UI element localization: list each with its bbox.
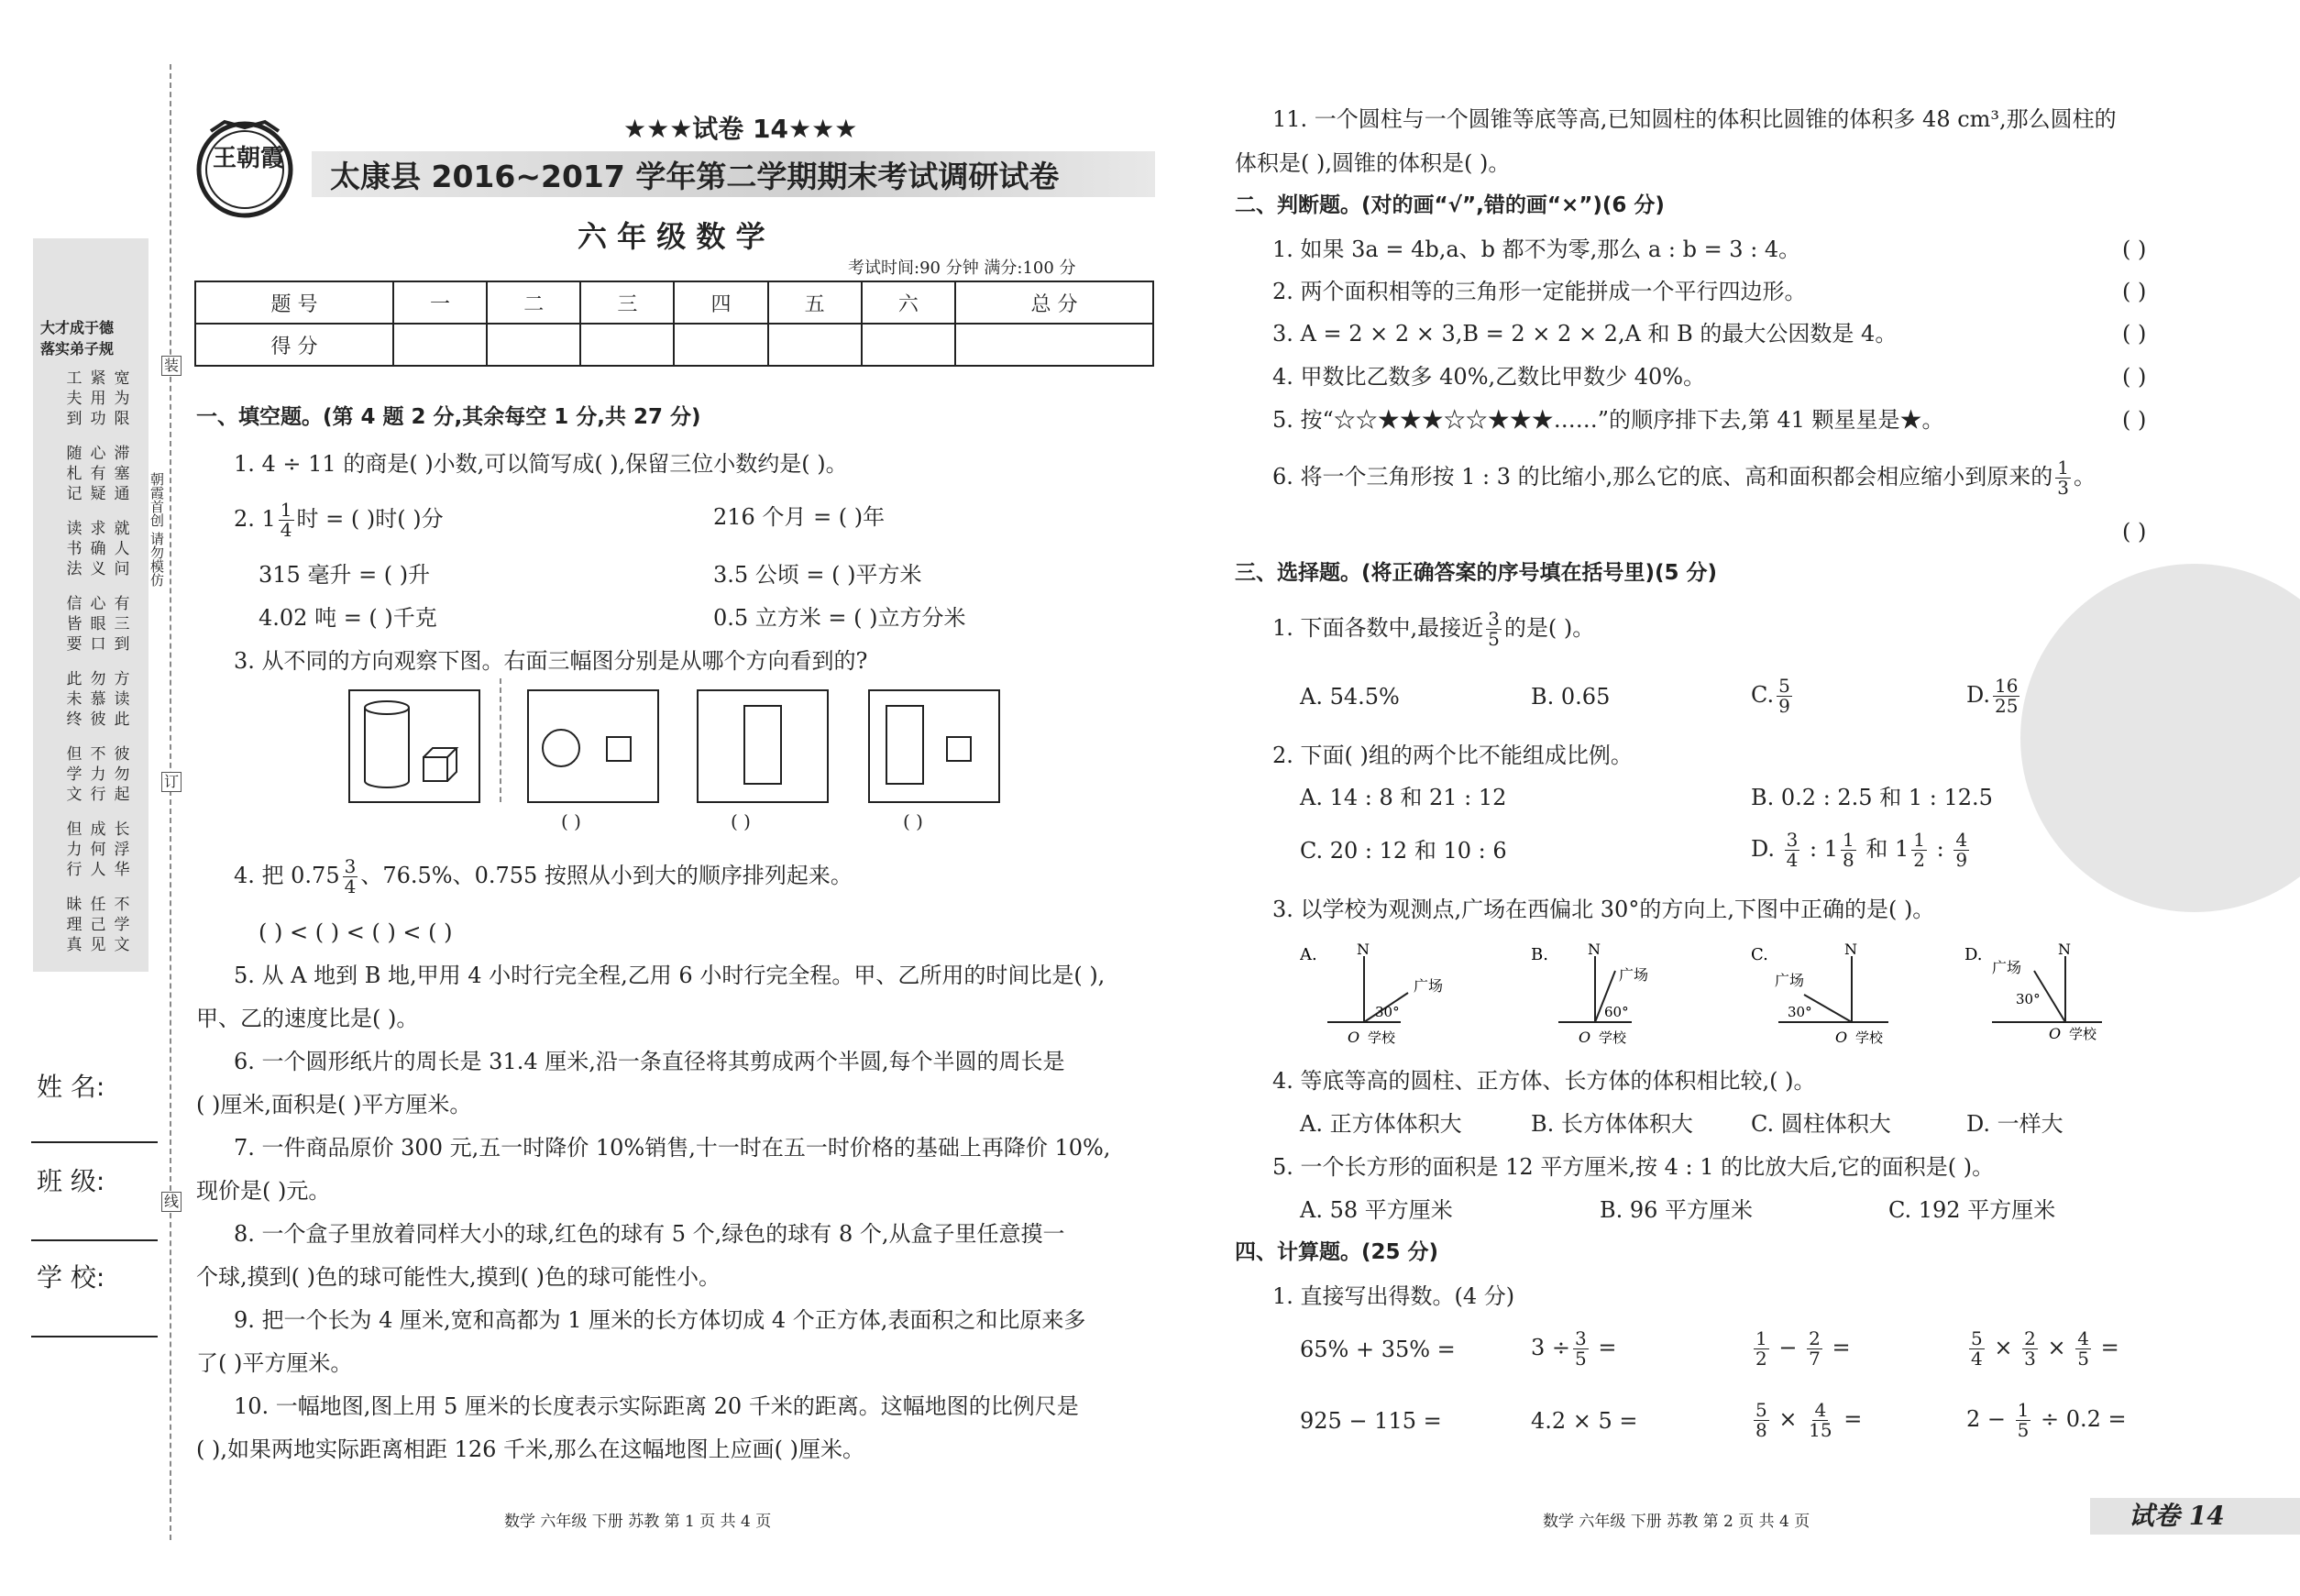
q2-prefix: 2. 1: [234, 506, 276, 532]
motto-column: 成何人: [90, 820, 106, 879]
motto-column: 长浮华: [114, 820, 130, 879]
denominator: 4: [1786, 849, 1799, 871]
judge-3: 3. A = 2 × 2 × 3,B = 2 × 2 × 2,A 和 B 的最大公因数是 4。: [1272, 321, 1898, 347]
section3-title: 三、选择题。(将正确答案的序号填在括号里)(5 分): [1235, 561, 1718, 585]
numerator: 3: [1575, 1327, 1587, 1349]
svg-text:C.: C.: [1751, 945, 1768, 964]
frac-3-4: [1785, 831, 1800, 870]
s1-q8-a: 8. 一个盒子里放着同样大小的球,红色的球有 5 个,绿色的球有 8 个,从盒子里任意摸一: [234, 1221, 1065, 1247]
denominator: 9: [1955, 849, 1968, 871]
frac-2-7: [1807, 1329, 1822, 1369]
exam-title: 太康县 2016~2017 学年第二学期期末考试调研试卷: [330, 159, 1060, 194]
choice-4-option-c[interactable]: C. 圆柱体积大: [1751, 1111, 1891, 1137]
frac-5-4: [1969, 1329, 1985, 1369]
class-line[interactable]: [31, 1239, 158, 1241]
svg-text:广场: 广场: [1992, 959, 2022, 976]
seal-label: 朝霞首创 请勿模仿: [149, 472, 165, 587]
s1-q9-b: 了( )平方厘米。: [196, 1350, 353, 1376]
choice-2-option-a[interactable]: A. 14 : 8 和 21 : 12: [1300, 785, 1507, 810]
score-header: 六: [862, 281, 955, 324]
numerator: 16: [1995, 675, 2019, 697]
frac-4-15: [1807, 1401, 1833, 1440]
denominator: 3: [2057, 477, 2070, 499]
calc-intro: 1. 直接写出得数。(4 分): [1272, 1283, 1515, 1309]
choice-4: 4. 等底等高的圆柱、正方体、长方体的体积相比较,( )。: [1272, 1068, 1816, 1094]
denominator: 7: [1809, 1348, 1821, 1370]
footer-right: 数学 六年级 下册 苏教 第 2 页 共 4 页: [1543, 1513, 1810, 1531]
calc-8[interactable]: 2 − $\frac{1}{5}$ ÷ 0.2 =: [1966, 1399, 2127, 1441]
numerator: 2: [2024, 1327, 2036, 1349]
compass-b[interactable]: [1531, 941, 1648, 1046]
calc-6[interactable]: 4.2 × 5 =: [1531, 1408, 1638, 1434]
motto-column: 但学文: [66, 745, 83, 804]
denominator: 2: [1913, 849, 1926, 871]
denominator: 25: [1995, 695, 2019, 717]
denominator: 5: [2017, 1419, 2030, 1441]
numerator: 1: [2017, 1399, 2030, 1421]
watermark-seal: [2020, 564, 2300, 912]
numerator: 4: [1814, 1399, 1827, 1421]
motto-column: 心眼口: [90, 595, 106, 654]
choice-5-option-a[interactable]: A. 58 平方厘米: [1300, 1197, 1453, 1223]
s1-q11-a: 11. 一个圆柱与一个圆锥等底等高,已知圆柱的体积比圆锥的体积多 48 cm³,那么圆柱的: [1272, 106, 2117, 132]
frac-1-2: [1911, 831, 1927, 870]
score-cell[interactable]: [955, 324, 1153, 366]
s1-q5-b: 甲、乙的速度比是( )。: [196, 1006, 419, 1031]
calc-1[interactable]: 65% + 35% =: [1300, 1337, 1456, 1362]
motto-column: 紧用功: [90, 369, 106, 428]
calc-3[interactable]: $\frac{1}{2}$ − $\frac{2}{7}$ =: [1755, 1327, 1851, 1370]
view-3-blank[interactable]: ( ): [903, 810, 923, 832]
judge-1-blank[interactable]: ( ): [2122, 237, 2147, 262]
denominator: 5: [2077, 1348, 2089, 1370]
denominator: 4: [280, 519, 292, 541]
score-header: 五: [768, 281, 862, 324]
motto-column: 但力行: [66, 820, 83, 879]
numerator: 1: [1913, 829, 1926, 851]
frac-4-5: [2075, 1329, 2091, 1369]
svg-text:D.: D.: [1964, 945, 1983, 964]
motto-column: 信皆要: [66, 595, 83, 654]
side-mark-3: 线: [161, 1192, 182, 1212]
svg-text:学校: 学校: [1599, 1029, 1627, 1046]
svg-text:30°: 30°: [2016, 991, 2041, 1007]
choice-1-end: 的是( )。: [1503, 615, 1595, 641]
calc-2-text: 3 ÷: [1531, 1335, 1571, 1360]
frac-3-5: [1573, 1329, 1589, 1369]
name-label: 姓 名:: [37, 1072, 105, 1102]
denominator: 5: [1488, 628, 1500, 650]
choice-3: 3. 以学校为观测点,广场在西偏北 30°的方向上,下图中正确的是( )。: [1272, 897, 1935, 922]
judge-3-blank[interactable]: ( ): [2122, 321, 2147, 347]
denominator: 3: [2024, 1348, 2036, 1370]
denominator: 15: [1809, 1419, 1832, 1441]
svg-text:学校: 学校: [1855, 1029, 1884, 1046]
svg-text:30°: 30°: [1788, 1004, 1812, 1020]
choice-2-option-c[interactable]: C. 20 : 12 和 10 : 6: [1300, 838, 1507, 864]
s1-q2-c: 315 毫升 = ( )升: [259, 562, 431, 588]
s1-q7-a: 7. 一件商品原价 300 元,五一时降价 10%销售,十一时在五一时价格的基础上再降价 10%,: [234, 1135, 1111, 1161]
choice-5-option-c[interactable]: C. 192 平方厘米: [1888, 1197, 2056, 1223]
choice-1-option-b[interactable]: B. 0.65: [1531, 684, 1611, 710]
s1-q9-a: 9. 把一个长为 4 厘米,宽和高都为 1 厘米的长方体切成 4 个正方体,表面积之和比原来多: [234, 1307, 1086, 1333]
numerator: 4: [1955, 829, 1968, 851]
s1-q6-b: ( )厘米,面积是( )平方厘米。: [196, 1092, 472, 1117]
numerator: 3: [1786, 829, 1799, 851]
judge-5-blank[interactable]: ( ): [2122, 407, 2147, 433]
choice-1-text: 1. 下面各数中,最接近: [1272, 615, 1484, 641]
q4-text: 、76.5%、0.755 按照从小到大的顺序排列起来。: [360, 863, 853, 888]
denominator: 5: [1575, 1348, 1587, 1370]
svg-text:广场: 广场: [1619, 966, 1649, 984]
motto-column: 工夫到: [66, 369, 83, 428]
s1-q11-b: 体积是( ),圆锥的体积是( )。: [1235, 150, 1511, 176]
numerator: 5: [1971, 1327, 1983, 1349]
choice-2-option-b[interactable]: B. 0.2 : 2.5 和 1 : 12.5: [1751, 785, 1993, 810]
motto-column: 任己见: [90, 896, 106, 954]
motto-column: 不学文: [114, 896, 130, 954]
calc-4[interactable]: $\frac{5}{4}$ × $\frac{2}{3}$ × $\frac{4}{5}$ =: [1971, 1327, 2119, 1370]
s1-q2-e: 4.02 吨 = ( )千克: [259, 605, 437, 631]
judge-6-fraction: [2055, 458, 2071, 498]
svg-text:广场: 广场: [1775, 972, 1805, 989]
s1-q2-b: 216 个月 = ( )年: [713, 504, 886, 530]
svg-text:N: N: [1588, 941, 1601, 958]
exam-badge: ★★★试卷 14★★★: [623, 114, 858, 144]
judge-6-blank[interactable]: ( ): [2122, 519, 2147, 545]
q4-prefix: 4. 把 0.75: [234, 863, 340, 888]
frac-1-2: [1754, 1329, 1769, 1369]
judge-6-text: 6. 将一个三角形按 1 : 3 的比缩小,那么它的底、高和面积都会相应缩小到原来的: [1272, 464, 2053, 490]
view-2: [697, 689, 829, 803]
exam-info: 考试时间:90 分钟 满分:100 分: [848, 259, 1076, 278]
section1-title: 一、填空题。(第 4 题 2 分,其余每空 1 分,共 27 分): [196, 405, 701, 429]
motto-column: 随札记: [66, 445, 83, 503]
option-label: D.: [1966, 682, 1991, 708]
choice-1-fraction: [1486, 610, 1502, 649]
score-header: 题 号: [195, 281, 393, 324]
svg-text:30°: 30°: [1375, 1004, 1400, 1020]
compass-a[interactable]: [1300, 941, 1443, 1046]
choice-4-option-b[interactable]: B. 长方体体积大: [1531, 1111, 1693, 1137]
svg-text:O: O: [1579, 1029, 1591, 1046]
judge-4-blank[interactable]: ( ): [2122, 364, 2147, 390]
score-header: 二: [487, 281, 580, 324]
motto-column: 读书法: [66, 520, 83, 578]
s1-q2-f: 0.5 立方米 = ( )立方分米: [713, 605, 966, 631]
denominator: 9: [1778, 695, 1790, 717]
view-3: [868, 689, 1000, 803]
motto-column: 不力行: [90, 745, 106, 804]
q2-text: 时 = ( )时( )分: [296, 506, 444, 532]
side-mark-2: 订: [161, 772, 182, 792]
judge-2: 2. 两个面积相等的三角形一定能拼成一个平行四边形。: [1272, 279, 1807, 304]
motto-column: 求确义: [90, 520, 106, 578]
choice-1-option-d[interactable]: [1966, 677, 2022, 716]
class-label: 班 级:: [37, 1166, 105, 1196]
motto-column: 就人问: [114, 520, 130, 578]
s1-q5-a: 5. 从 A 地到 B 地,甲用 4 小时行完全程,乙用 6 小时行完全程。甲、乙所用的时间比是( ),: [234, 963, 1106, 988]
school-line[interactable]: [31, 1336, 158, 1337]
option-label: C.: [1751, 682, 1775, 708]
view-1: [527, 689, 659, 803]
q4-fraction: [343, 857, 358, 897]
score-cell[interactable]: [674, 324, 767, 366]
score-header: 总 分: [955, 281, 1153, 324]
compass-c[interactable]: [1751, 941, 1888, 1046]
numerator: 3: [344, 855, 357, 877]
numerator: 1: [1755, 1327, 1767, 1349]
binding-line: [170, 64, 171, 1540]
svg-text:N: N: [1844, 941, 1857, 958]
frac-1-5: [2016, 1401, 2031, 1440]
s1-q3: 3. 从不同的方向观察下图。右面三幅图分别是从哪个方向看到的?: [234, 648, 868, 674]
choice-1-option-c[interactable]: [1751, 677, 1795, 716]
motto-column: 方读此: [114, 670, 130, 729]
numerator: 1: [280, 499, 292, 521]
svg-text:N: N: [2058, 941, 2071, 958]
denominator: 8: [1843, 849, 1854, 871]
score-header: 一: [393, 281, 487, 324]
judge-6: [1272, 458, 2096, 498]
motto-column: 彼勿起: [114, 745, 130, 804]
judge-1: 1. 如果 3a = 4b,a、b 都不为零,那么 a : b = 3 : 4。: [1272, 237, 1801, 262]
numerator: 1: [1843, 829, 1854, 851]
q2-fraction: [279, 501, 294, 540]
numerator: 5: [1755, 1399, 1767, 1421]
footer-left: 数学 六年级 下册 苏教 第 1 页 共 4 页: [504, 1513, 772, 1531]
choice-1: [1272, 610, 1594, 649]
school-label: 学 校:: [37, 1262, 105, 1293]
numerator: 3: [1488, 608, 1500, 630]
s1-q2-d: 3.5 公顷 = ( )平方米: [713, 562, 922, 588]
figure-3d: [348, 689, 480, 803]
option-label: D.: [1751, 836, 1776, 862]
compass-d[interactable]: [1964, 941, 2102, 1042]
s1-q10-a: 10. 一幅地图,图上用 5 厘米的长度表示实际距离 20 千米的距离。这幅地图的比例尺是: [234, 1393, 1079, 1419]
name-line[interactable]: [31, 1141, 158, 1143]
svg-text:学校: 学校: [1368, 1029, 1396, 1046]
side-mark-1: 装: [161, 356, 182, 376]
choice-2: 2. 下面( )组的两个比不能组成比例。: [1272, 743, 1633, 768]
choice-4-option-a[interactable]: A. 正方体体积大: [1300, 1111, 1462, 1137]
choice-4-option-d[interactable]: D. 一样大: [1966, 1111, 2063, 1137]
s1-q7-b: 现价是( )元。: [196, 1178, 331, 1204]
motto-bottom: 落实弟子规: [40, 340, 115, 358]
motto-column: 勿慕彼: [90, 670, 106, 729]
logo-text: 王朝霞: [213, 145, 285, 172]
svg-text:60°: 60°: [1604, 1004, 1629, 1020]
choice-5-option-b[interactable]: B. 96 平方厘米: [1600, 1197, 1754, 1223]
score-cell[interactable]: [862, 324, 955, 366]
motto-column: 心有疑: [90, 445, 106, 503]
score-cell[interactable]: [580, 324, 674, 366]
judge-5: 5. 按“☆☆★★★☆☆★★★……”的顺序排下去,第 41 颗星星是★。: [1272, 407, 1944, 433]
judge-6-end: 。: [2074, 464, 2096, 490]
numerator: 2: [1809, 1327, 1821, 1349]
motto-top: 大才成于德: [40, 319, 115, 336]
svg-text:O: O: [1835, 1029, 1848, 1046]
s1-q8-b: 个球,摸到( )色的球可能性大,摸到( )色的球可能性小。: [196, 1264, 721, 1290]
frac-2-3: [2022, 1329, 2038, 1369]
svg-text:O: O: [1348, 1029, 1360, 1046]
s1-q4-order[interactable]: ( ) < ( ) < ( ) < ( ): [259, 919, 453, 945]
view-2-blank[interactable]: ( ): [731, 810, 751, 832]
s1-q4: [234, 857, 853, 897]
denominator: 4: [344, 875, 357, 897]
choice-5: 5. 一个长方形的面积是 12 平方厘米,按 4 : 1 的比放大后,它的面积是( )。: [1272, 1154, 1995, 1180]
calc-8-text: 2 −: [1966, 1406, 2007, 1432]
motto-column: 宽为限: [114, 369, 130, 428]
score-row-label: 得 分: [195, 324, 393, 366]
subject-title: 六 年 级 数 学: [578, 219, 765, 254]
score-table: [194, 281, 1154, 367]
choice-1-option-a[interactable]: A. 54.5%: [1300, 684, 1400, 710]
motto-column: 昧理真: [66, 896, 83, 954]
section2-title: 二、判断题。(对的画“√”,错的画“×”)(6 分): [1235, 193, 1665, 217]
denominator: 4: [1971, 1348, 1983, 1370]
judge-4: 4. 甲数比乙数多 40%,乙数比甲数少 40%。: [1272, 364, 1706, 390]
score-cell[interactable]: [393, 324, 487, 366]
footer-badge: 试卷 14: [2129, 1501, 2225, 1531]
numerator: 5: [1778, 675, 1790, 697]
compass-options: [1300, 940, 2125, 1059]
score-cell[interactable]: [768, 324, 862, 366]
numerator: 4: [2077, 1327, 2089, 1349]
calc-7[interactable]: $\frac{5}{8}$ × $\frac{4}{15}$ =: [1755, 1399, 1863, 1441]
frac-5-8: [1754, 1401, 1769, 1440]
frac-4-9: [1953, 831, 1969, 870]
score-header: 四: [674, 281, 767, 324]
section4-title: 四、计算题。(25 分): [1235, 1240, 1439, 1264]
s1-q10-b: ( ),如果两地实际距离相距 126 千米,那么在这幅地图上应画( )厘米。: [196, 1436, 865, 1462]
option-fraction: [1993, 677, 2019, 716]
denominator: 8: [1755, 1419, 1767, 1441]
option-fraction: [1777, 677, 1792, 716]
motto-column: 滞塞通: [114, 445, 130, 503]
numerator: 1: [2057, 457, 2070, 479]
svg-text:B.: B.: [1531, 945, 1548, 964]
calc-5[interactable]: 925 − 115 =: [1300, 1408, 1442, 1434]
svg-text:O: O: [2049, 1025, 2062, 1042]
score-cell[interactable]: [487, 324, 580, 366]
s1-q6-a: 6. 一个圆形纸片的周长是 31.4 厘米,沿一条直径将其剪成两个半圆,每个半圆的周长是: [234, 1049, 1065, 1074]
svg-text:N: N: [1357, 941, 1370, 958]
score-header: 三: [580, 281, 674, 324]
s1-q1: 1. 4 ÷ 11 的商是( )小数,可以简写成( ),保留三位小数约是( )。: [234, 451, 848, 477]
figure-divider: [500, 678, 501, 802]
motto-column: 此未终: [66, 670, 83, 729]
judge-2-blank[interactable]: ( ): [2122, 279, 2147, 304]
svg-text:广场: 广场: [1414, 977, 1444, 995]
motto-column: 有三到: [114, 595, 130, 654]
compass-a-label: A.: [1300, 945, 1317, 964]
choice-2-option-d[interactable]: D. $\frac{3}{4}$ : 1 $\frac{1}{8}$ 和 1 $\frac{1}{2}$ : $\frac{4}{9}$: [1751, 829, 1968, 871]
view-1-blank[interactable]: ( ): [561, 810, 581, 832]
s1-q2-a: [234, 501, 444, 540]
calc-2[interactable]: 3 ÷ $\frac{3}{5}$ =: [1531, 1327, 1617, 1370]
svg-text:学校: 学校: [2069, 1026, 2097, 1042]
frac-1-8: [1841, 831, 1856, 870]
denominator: 2: [1755, 1348, 1767, 1370]
